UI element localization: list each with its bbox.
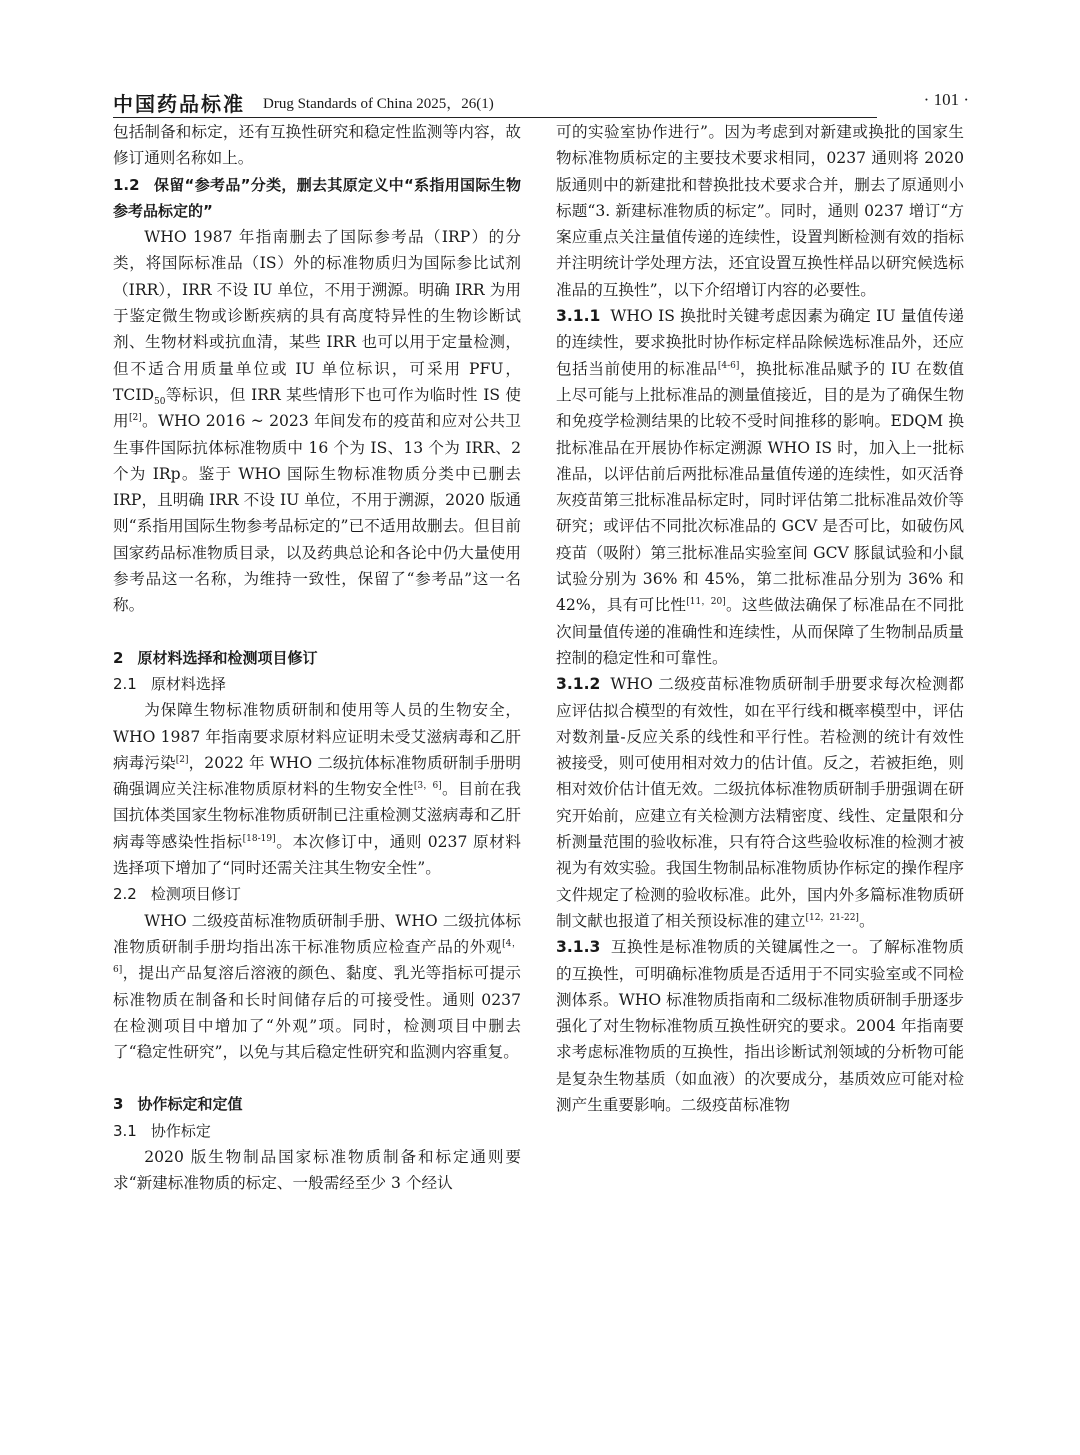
section-title: 原材料选择 <box>150 674 226 693</box>
citation: [2] <box>175 754 189 765</box>
header-rule <box>113 117 877 118</box>
section-title: 协作标定和定值 <box>137 1095 243 1114</box>
text: WHO 二级疫苗标准物质研制手册、WHO 二级抗体标准物质研制手册均指出冻干标准物质应检查产品的外观 <box>113 911 521 956</box>
citation: [12，21-22] <box>805 912 859 923</box>
text: 。本次修订中，通则 0237 原材料选择项下增加了“同时还需关注其生物安全性”。 <box>113 832 521 878</box>
text: 。WHO 2016 ~ 2023 年间发布的疫苗和应对公共卫生事件国际抗体标准物质中 16 个为 IS、13 个为 IRR、2 个为 IRp。鉴于 WHO 国际生物标准物质分类中已删去 IRP，且明确 IRR 不设 IU 单位，不用于溯源，2020 版通则“系指用国际生物参考品标定的”已不适用故删去。但目前国家药品标准物质目录，以及药典总论和各论中仍大量使用参考品这一名称，为维持一致性，保留了“参考品”这一名称。 <box>113 412 521 615</box>
text: 互换性是标准物质的关键属性之一。了解标准物质的互换性，可明确标准物质是否适用于不同实验室或不同检测体系。WHO 标准物质指南和二级标准物质研制手册逐步强化了对生物标准物质互换性研究的要求。2004 年指南要求考虑标准物质的互换性，指出诊断试剂领域的分析物可能是复杂生物基质（如血液）的次要成分，基质效应可能对检测产生重要影响。二级疫苗标准物 <box>556 938 964 1114</box>
text: WHO IS 换批时关键考虑因素为确定 IU 量值传递的连续性，要求换批时协作标定样品除候选标准品外，还应包括当前使用的标准品 <box>556 307 964 378</box>
right-column <box>556 119 964 1118</box>
section-title: 检测项目修订 <box>150 885 241 904</box>
running-header <box>113 88 969 118</box>
text: WHO 二级疫苗标准物质研制手册要求每次检测都应评估拟合模型的有效性，如在平行线和概率模型中，评估对数剂量-反应关系的线性和平行性。若检测的统计有效性被接受，则可使用相对效力的估计值。反之，若被拒绝，则相对效价估计值无效。二级抗体标准物质研制手册强调在研究开始前，应建立有关检测方法精密度、线性、定量限和分析测量范围的验收标准，只有符合这些验收标准的检测才被视为有效实验。我国生物制品标准物质协作标定的操作程序文件规定了检测的验收标准。此外，国内外多篇标准物质研制文献也报道了相关预设标准的建立 <box>556 675 964 930</box>
subsection-heading-2-1 <box>113 671 521 697</box>
citation: [18-19] <box>242 833 276 844</box>
paragraph: 2020 版生物制品国家标准物质制备和标定通则要求“新建标准物质的标定、一般需经至少 3 个经认 <box>113 1147 521 1193</box>
journal-citation-en: Drug Standards of China 2025，26(1) <box>263 96 494 112</box>
paragraph: 可的实验室协作进行”。因为考虑到对新建或换批的国家生物标准物质标定的主要技术要求相同，0237 通则将 2020 版通则中的新建批和替换批技术要求合并，删去了原通则小标题“3. 新建标准物质的标定”。同时，通则 0237 增订“方案应重点关注量值传递的连续性，设置判断检测有效的指标并注明统计学处理方法，还宜设置互换性样品以研究候选标准品的互换性”，以下介绍增订内容的必要性。 <box>556 123 964 299</box>
section-heading-1-2 <box>113 172 521 225</box>
section-number: 3.1.3 <box>556 938 601 957</box>
text: 为保障生物标准物质研制和使用等人员的生物安全，WHO 1987 年指南要求原材料应证明未受艾滋病毒和乙肝病毒污染 <box>113 701 521 772</box>
paragraph <box>113 908 521 1066</box>
subscript: 50 <box>154 397 166 408</box>
citation: [11，20] <box>686 597 726 608</box>
paragraph <box>113 697 521 881</box>
paragraph <box>113 224 521 618</box>
paragraph-3-1-1 <box>556 303 964 671</box>
text: ，换批标准品赋予的 IU 在数值上尽可能与上批标准品的测量值接近，目的是为了确保生物和免疫学检测结果的比较不受时间推移的影响。EDQM 换批标准品在开展协作标定溯源 WHO IS 时，加入上一批标准品，以评估前后两批标准品量值传递的连续性，如灭活脊灰疫苗第三批标准品标定时，同时评估第二批标准品效价等研究；或评估不同批次标准品的 GCV 是否可比，如破伤风疫苗（吸附）第三批标准品实验室间 GCV 豚鼠试验和小鼠试验分别为 36% 和 45%，第二批标准品分别为 36% 和 42%，具有可比性 <box>556 359 964 615</box>
section-number: 3.1 <box>113 1121 137 1140</box>
text: 。这些做法确保了标准品在不同批次间量值传递的准确性和连续性，从而保障了生物制品质量控制的稳定性和可靠性。 <box>556 596 964 667</box>
citation: [3，6] <box>413 781 442 792</box>
citation: [4-6] <box>717 360 740 371</box>
subsection-heading-2-2 <box>113 881 521 907</box>
text: WHO 1987 年指南删去了国际参考品（IRP）的分类，将国际标准品（IS）外的标准物质归为国际参比试剂（IRR），IRR 不设 IU 单位，不用于溯源。明确 IRR 为用于鉴定微生物或诊断疾病的具有高度特异性的生物诊断试剂、生物材料或抗血清，某些 IRR 也可以用于定量检测，但不适合用质量单位或 IU 单位标识，可采用 PFU，TCID <box>113 228 521 404</box>
section-title: 保留“参考品”分类，删去其原定义中“系指用国际生物参考品标定的” <box>113 175 521 220</box>
section-number: 2.1 <box>113 674 137 693</box>
section-number: 2.2 <box>113 885 137 904</box>
journal-title-cn: 中国药品标准 <box>113 92 245 116</box>
section-number: 2 <box>113 648 124 667</box>
section-heading-2 <box>113 645 521 671</box>
section-number: 3 <box>113 1095 124 1114</box>
text: ，提出产品复溶后溶液的颜色、黏度、乳光等指标可提示标准物质在制备和长时间储存后的可接受性。通则 0237 在检测项目中增加了“外观”项。同时，检测项目中删去了“稳定性研究”，以免与其后稳定性研究和监测内容重复。 <box>113 964 521 1062</box>
section-title: 原材料选择和检测项目修订 <box>137 648 318 667</box>
citation: [4，6] <box>113 938 521 976</box>
section-title: 协作标定 <box>150 1121 211 1140</box>
text: 。 <box>858 911 875 930</box>
section-heading-3 <box>113 1091 521 1117</box>
page-number: · 101 · <box>923 90 969 109</box>
paragraph: 包括制备和标定，还有互换性研究和稳定性监测等内容，故修订通则名称如上。 <box>113 123 521 168</box>
left-column <box>113 119 521 1197</box>
section-number: 3.1.1 <box>556 307 601 326</box>
section-number: 3.1.2 <box>556 675 601 694</box>
text: ，2022 年 WHO 二级抗体标准物质研制手册明确强调应关注标准物质原材料的生物安全性 <box>113 753 521 799</box>
paragraph-3-1-3 <box>556 934 964 1118</box>
text: 。目前在我国抗体类国家生物标准物质研制已注重检测艾滋病毒和乙肝病毒等感染性指标 <box>113 780 521 851</box>
text: 等标识，但 IRR 某些情形下也可作为临时性 IS 使用 <box>113 385 521 431</box>
citation: [2] <box>128 413 142 424</box>
section-number: 1.2 <box>113 175 140 194</box>
subsection-heading-3-1 <box>113 1118 521 1144</box>
paragraph-3-1-2 <box>556 671 964 934</box>
